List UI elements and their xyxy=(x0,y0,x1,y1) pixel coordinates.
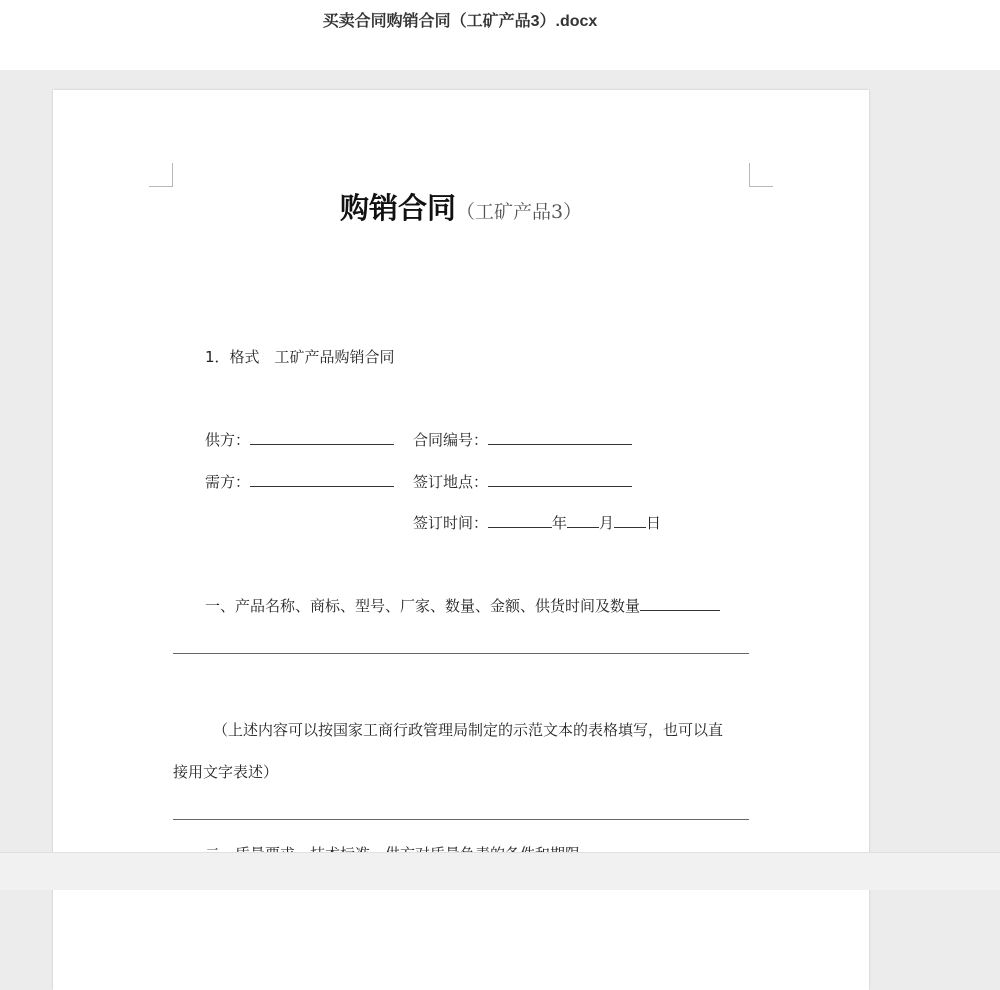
section-1-row xyxy=(205,595,720,616)
buyer-label: 需方： xyxy=(205,473,251,491)
document-file-name: 买卖合同购销合同（工矿产品3）.docx xyxy=(322,13,598,30)
format-line: 1．格式 工矿产品购销合同 xyxy=(205,348,395,366)
supplier-row xyxy=(205,429,394,450)
document-heading xyxy=(53,186,869,227)
section-1-blank xyxy=(640,597,720,611)
sign-place-blank xyxy=(488,473,632,487)
note-line-2: 接用文字表述） xyxy=(173,763,279,781)
supplier-blank xyxy=(250,431,394,445)
section-1-heading: 一、产品名称、商标、型号、厂家、数量、金额、供货时间及数量 xyxy=(205,597,641,615)
day-label: 日 xyxy=(646,514,662,532)
buyer-blank xyxy=(250,473,394,487)
buyer-row xyxy=(205,471,394,492)
year-blank xyxy=(488,514,552,528)
sign-time-label: 签订时间： xyxy=(413,514,489,532)
sign-time-row xyxy=(413,512,661,533)
note-line-1: （上述内容可以按国家工商行政管理局制定的示范文本的表格填写，也可以直 xyxy=(213,721,724,739)
supplier-label: 供方： xyxy=(205,431,251,449)
month-blank xyxy=(567,514,599,528)
month-label: 月 xyxy=(599,514,615,532)
crop-mark-top-left xyxy=(149,163,173,187)
sign-place-label: 签订地点： xyxy=(413,473,489,491)
contract-no-blank xyxy=(488,431,632,445)
document-viewer[interactable] xyxy=(0,70,1000,852)
year-label: 年 xyxy=(552,514,568,532)
sign-place-row xyxy=(413,471,632,492)
blank-line-2 xyxy=(173,819,749,820)
day-blank xyxy=(614,514,646,528)
heading-subtitle: （工矿产品3） xyxy=(455,201,583,223)
contract-no-row xyxy=(413,429,632,450)
crop-mark-top-right xyxy=(749,163,773,187)
title-bar xyxy=(0,0,1000,70)
heading-main: 购销合同 xyxy=(339,191,456,225)
bottom-scrollbar[interactable] xyxy=(0,852,1000,890)
blank-line-1 xyxy=(173,653,749,654)
contract-no-label: 合同编号： xyxy=(413,431,489,449)
